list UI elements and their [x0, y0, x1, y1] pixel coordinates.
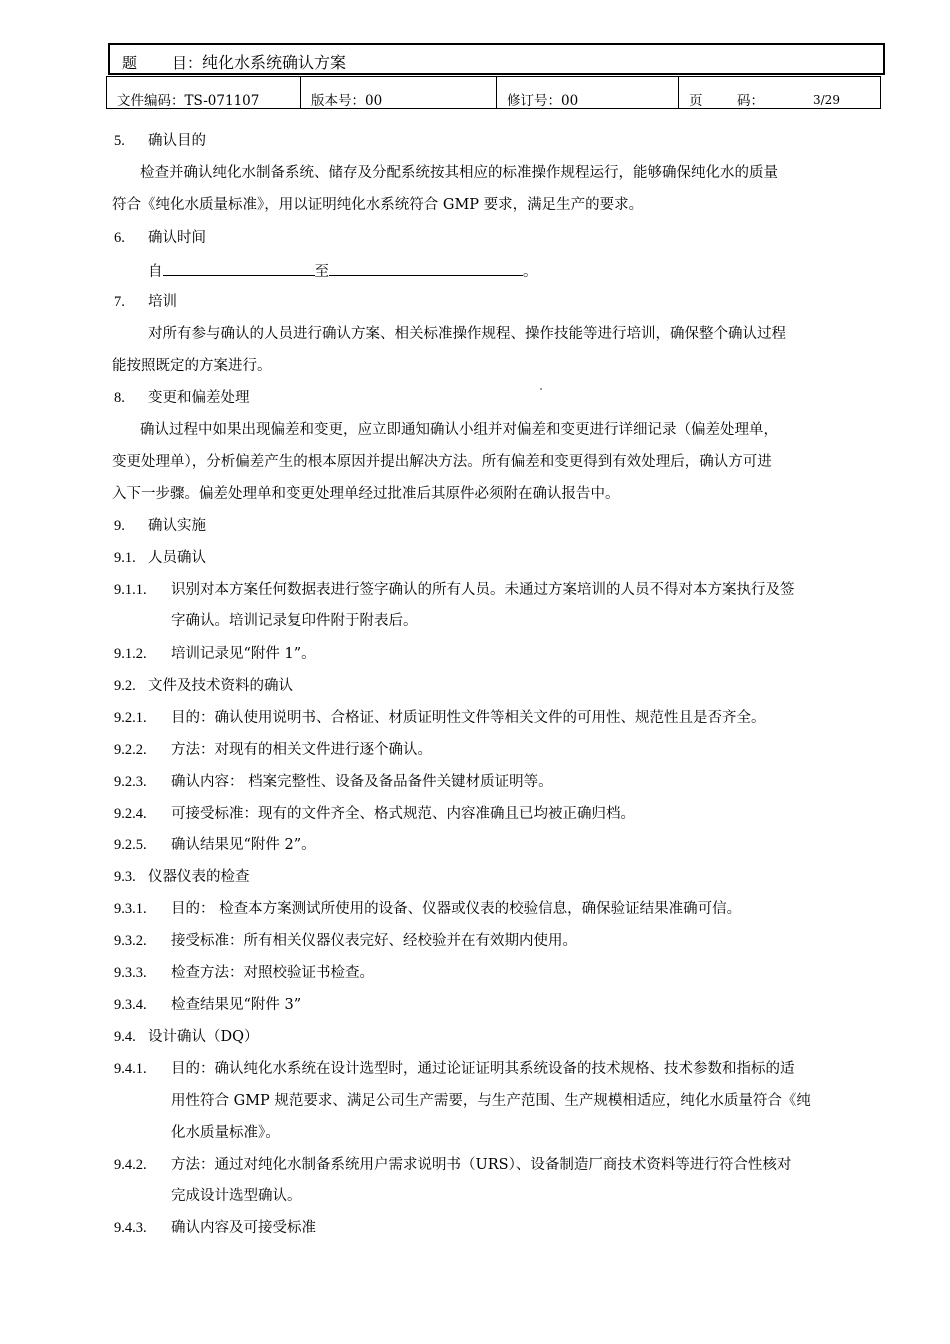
section-number: 9. — [114, 518, 125, 534]
title-label-suffix: 目： — [172, 54, 203, 72]
item-text: 可接受标准：现有的文件齐全、格式规范、内容准确且已均被正确归档。 — [171, 806, 635, 822]
header-info-row — [106, 76, 881, 109]
section-heading: 培训 — [148, 294, 177, 310]
item-text: 目的：确认纯化水系统在设计选型时，通过论证证明其系统设备的技术规格、技术参数和指标的适 — [171, 1061, 795, 1077]
item-text: 接受标准：所有相关仪器仪表完好、经校验并在有效期内使用。 — [171, 933, 577, 949]
item-text-cont: 化水质量标准》。 — [171, 1125, 280, 1141]
item-text: 确认内容： 档案完整性、设备及备品备件关键材质证明等。 — [171, 774, 553, 790]
section-heading: 确认实施 — [148, 518, 206, 534]
item-text: 目的： 检查本方案测试所使用的设备、仪器或仪表的校验信息，确保验证结果准确可信。 — [171, 901, 742, 917]
item-number: 9.3.2. — [114, 933, 147, 949]
section-heading: 确认目的 — [148, 133, 206, 149]
paragraph-line: 对所有参与确认的人员进行确认方案、相关标准操作规程、操作技能等进行培训，确保整个确认过程 — [148, 326, 786, 342]
subsection-number: 9.4. — [114, 1029, 136, 1045]
item-text-cont: 字确认。培训记录复印件附于附表后。 — [171, 613, 418, 629]
page-number: 3/29 — [813, 93, 840, 107]
item-number: 9.3.3. — [114, 965, 147, 981]
item-number: 9.4.3. — [114, 1220, 147, 1236]
stray-dot — [540, 388, 542, 390]
item-number: 9.1.1. — [114, 582, 147, 598]
section-number: 8. — [114, 390, 125, 406]
section-number: 6. — [114, 230, 125, 246]
item-number: 9.1.2. — [114, 646, 147, 662]
paragraph-line: 检查并确认纯化水制备系统、储存及分配系统按其相应的标准操作规程运行，能够确保纯化水的质量 — [140, 165, 778, 181]
paragraph-line: 变更处理单），分析偏差产生的根本原因并提出解决方法。所有偏差和变更得到有效处理后，确认方可进 — [112, 454, 772, 470]
item-number: 9.2.2. — [114, 742, 147, 758]
item-text: 检查方法：对照校验证书检查。 — [171, 965, 374, 981]
item-text: 确认结果见“附件 2”。 — [171, 837, 316, 853]
paragraph-line: 符合《纯化水质量标准》，用以证明纯化水系统符合 GMP 要求，满足生产的要求。 — [112, 197, 644, 213]
item-text: 检查结果见“附件 3” — [171, 997, 302, 1013]
date-end-punct: 。 — [523, 264, 538, 280]
item-number: 9.2.1. — [114, 710, 147, 726]
subsection-heading: 人员确认 — [148, 550, 206, 566]
item-text: 方法：对现有的相关文件进行逐个确认。 — [171, 742, 432, 758]
date-to-label: 至 — [314, 264, 329, 280]
item-text-cont: 完成设计选型确认。 — [171, 1188, 302, 1204]
subsection-heading: 仪器仪表的检查 — [148, 869, 250, 885]
version: 版本号：00 — [311, 93, 383, 109]
title-label: 题 — [122, 54, 138, 72]
date-to-blank — [329, 261, 523, 276]
subsection-number: 9.2. — [114, 678, 136, 694]
doc-code-cell — [107, 77, 301, 108]
subsection-heading: 文件及技术资料的确认 — [148, 678, 293, 694]
item-number: 9.4.2. — [114, 1157, 147, 1173]
item-number: 9.2.5. — [114, 837, 147, 853]
item-text-cont: 用性符合 GMP 规范要求、满足公司生产需要，与生产范围、生产规模相适应，纯化水质量符合《纯 — [171, 1093, 811, 1109]
section-number: 5. — [114, 133, 125, 149]
subsection-number: 9.3. — [114, 869, 136, 885]
item-text: 识别对本方案任何数据表进行签字确认的所有人员。未通过方案培训的人员不得对本方案执行及签 — [171, 582, 795, 598]
section-heading: 变更和偏差处理 — [148, 390, 250, 406]
header-title-box — [108, 43, 885, 75]
item-number: 9.3.4. — [114, 997, 147, 1013]
paragraph-line: 能按照既定的方案进行。 — [112, 358, 272, 374]
date-range-line — [148, 261, 538, 281]
item-text: 培训记录见“附件 1”。 — [171, 646, 316, 662]
item-text: 目的：确认使用说明书、合格证、材质证明性文件等相关文件的可用性、规范性且是否齐全。 — [171, 710, 766, 726]
item-number: 9.2.3. — [114, 774, 147, 790]
item-text: 方法：通过对纯化水制备系统用户需求说明书（URS）、设备制造厂商技术资料等进行符合性核对 — [171, 1157, 792, 1173]
item-number: 9.2.4. — [114, 806, 147, 822]
revision-cell — [497, 77, 679, 108]
subsection-number: 9.1. — [114, 550, 136, 566]
section-number: 7. — [114, 294, 125, 310]
page-label: 页 — [689, 93, 703, 109]
date-from-label: 自 — [148, 264, 163, 280]
doc-code: 文件编码：TS-071107 — [117, 93, 260, 109]
document-title: 纯化水系统确认方案 — [202, 53, 347, 72]
page-cell — [679, 77, 880, 108]
item-number: 9.4.1. — [114, 1061, 147, 1077]
page-label-suffix: 码： — [737, 93, 764, 109]
version-cell — [301, 77, 497, 108]
paragraph-line: 入下一步骤。偏差处理单和变更处理单经过批准后其原件必须附在确认报告中。 — [112, 486, 620, 502]
subsection-heading: 设计确认（DQ） — [148, 1029, 259, 1045]
item-number: 9.3.1. — [114, 901, 147, 917]
section-heading: 确认时间 — [148, 230, 206, 246]
item-text: 确认内容及可接受标准 — [171, 1220, 316, 1236]
date-from-blank — [163, 261, 315, 276]
revision: 修订号：00 — [507, 93, 579, 109]
paragraph-line: 确认过程中如果出现偏差和变更，应立即通知确认小组并对偏差和变更进行详细记录（偏差处理单， — [140, 422, 778, 438]
